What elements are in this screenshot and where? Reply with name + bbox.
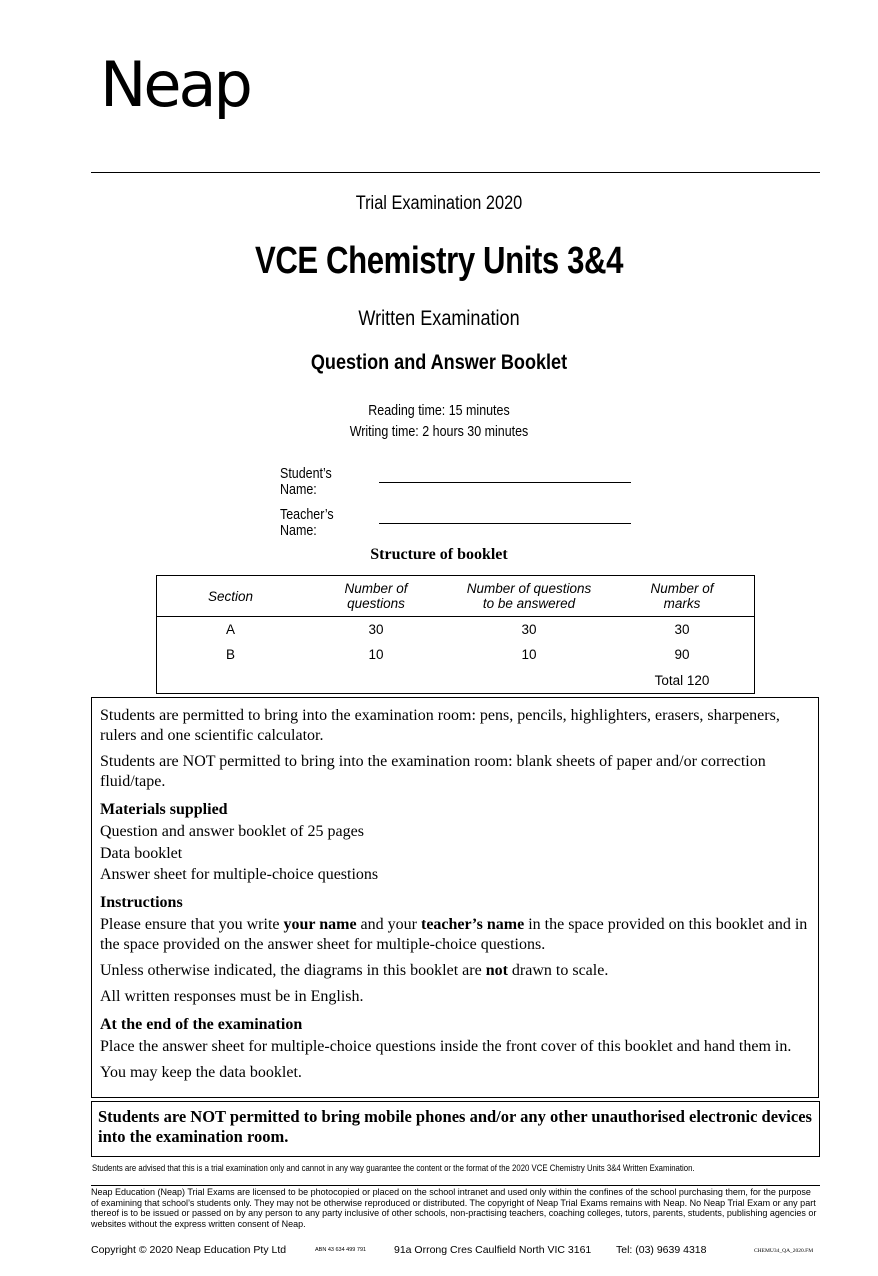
abn: ABN 43 634 499 791 (315, 1247, 367, 1253)
trial-disclaimer: Students are advised that this is a trial examination only and cannot in any way guarantee the content or the format of the 2020 VCE Chemistry Units 3&4 Written Examination. (92, 1163, 695, 1174)
table-cell: A (225, 622, 235, 637)
table-row (157, 642, 755, 667)
material-item: Answer sheet for multiple-choice questions (100, 866, 379, 883)
table-cell: 30 (368, 622, 384, 637)
table-cell: B (225, 647, 235, 662)
table-row-total (157, 667, 755, 694)
instruction-english: All written responses must be in English. (100, 988, 364, 1005)
student-name-label: Student’s Name: (280, 466, 332, 498)
table-cell: 30 (521, 622, 537, 637)
instruction-scale: Unless otherwise indicated, the diagrams in this booklet are not drawn to scale. (100, 962, 609, 979)
neap-logo: Neap (100, 48, 250, 121)
document-code: CHEMU34_QA_2020.FM (754, 1248, 814, 1254)
exam-type: Written Examination (358, 307, 520, 330)
end-instruction: You may keep the data booklet. (100, 1064, 302, 1081)
col-header-section: Section (157, 576, 305, 617)
not-permitted-items: Students are NOT permitted to bring into the examination room: blank sheets of paper and/or correction fluid/tape. (100, 753, 766, 790)
teacher-name-line[interactable] (379, 523, 631, 524)
table-cell: 10 (368, 647, 384, 662)
structure-heading: Structure of booklet (370, 546, 508, 563)
rules-box (91, 697, 819, 1098)
col-header-answered: Number of questions to be answered (448, 576, 610, 617)
footer-divider (91, 1185, 820, 1186)
mobile-phone-warning: Students are NOT permitted to bring mobile phones and/or any other unauthorised electronic devices into the examination room. (91, 1101, 820, 1157)
end-instruction: Place the answer sheet for multiple-choice questions inside the front cover of this booklet and hand them in. (100, 1038, 792, 1055)
reading-time: Reading time: 15 minutes (368, 403, 510, 419)
table-cell: 10 (521, 647, 537, 662)
exam-title: VCE Chemistry Units 3&4 (254, 240, 624, 282)
telephone: Tel: (03) 9639 4318 (616, 1244, 707, 1256)
structure-table (156, 575, 755, 694)
instructions-heading: Instructions (100, 894, 183, 911)
permitted-items: Students are permitted to bring into the examination room: pens, pencils, highlighters, erasers, sharpeners, rulers and one scientific calculator. (100, 707, 780, 744)
table-cell: 30 (674, 622, 690, 637)
teacher-name-row (280, 507, 376, 539)
student-name-line[interactable] (379, 482, 631, 483)
copyright: Copyright © 2020 Neap Education Pty Ltd (91, 1244, 287, 1256)
table-cell: 90 (674, 647, 690, 662)
table-row (157, 617, 755, 643)
instruction-name: Please ensure that you write your name and your teacher’s name in the space provided on this booklet and in the space provided on the answer sheet for multiple-choice questions. (100, 916, 808, 953)
col-header-marks: Number of marks (610, 576, 755, 617)
address: 91a Orrong Cres Caulfield North VIC 3161 (394, 1244, 592, 1256)
writing-time: Writing time: 2 hours 30 minutes (349, 424, 529, 440)
trial-label: Trial Examination 2020 (355, 193, 523, 214)
student-name-row (280, 466, 376, 498)
material-item: Question and answer booklet of 25 pages (100, 823, 364, 840)
booklet-type: Question and Answer Booklet (310, 351, 568, 374)
materials-heading: Materials supplied (100, 801, 228, 818)
end-heading: At the end of the examination (100, 1016, 303, 1033)
total-marks: Total 120 (654, 672, 710, 688)
teacher-name-label: Teacher’s Name: (280, 507, 334, 539)
header-divider (91, 172, 820, 173)
licence-text: Neap Education (Neap) Trial Exams are licensed to be photocopied or placed on the school intranet and used only within the confines of the school purchasing them, for the purpose of examining that school’s students only. They may not be otherwise reproduced or distributed. The copyright of Neap Trial Exams remains with Neap. No Neap Trial Exam or any part thereof is to be issued or passed on by any person to any party inclusive of other schools, non-practising teachers, coaching colleges, tutors, parents, students, publishing agencies or websites without the express written consent of Neap. (91, 1187, 817, 1229)
material-item: Data booklet (100, 844, 183, 862)
col-header-questions: Number of questions (304, 576, 448, 617)
